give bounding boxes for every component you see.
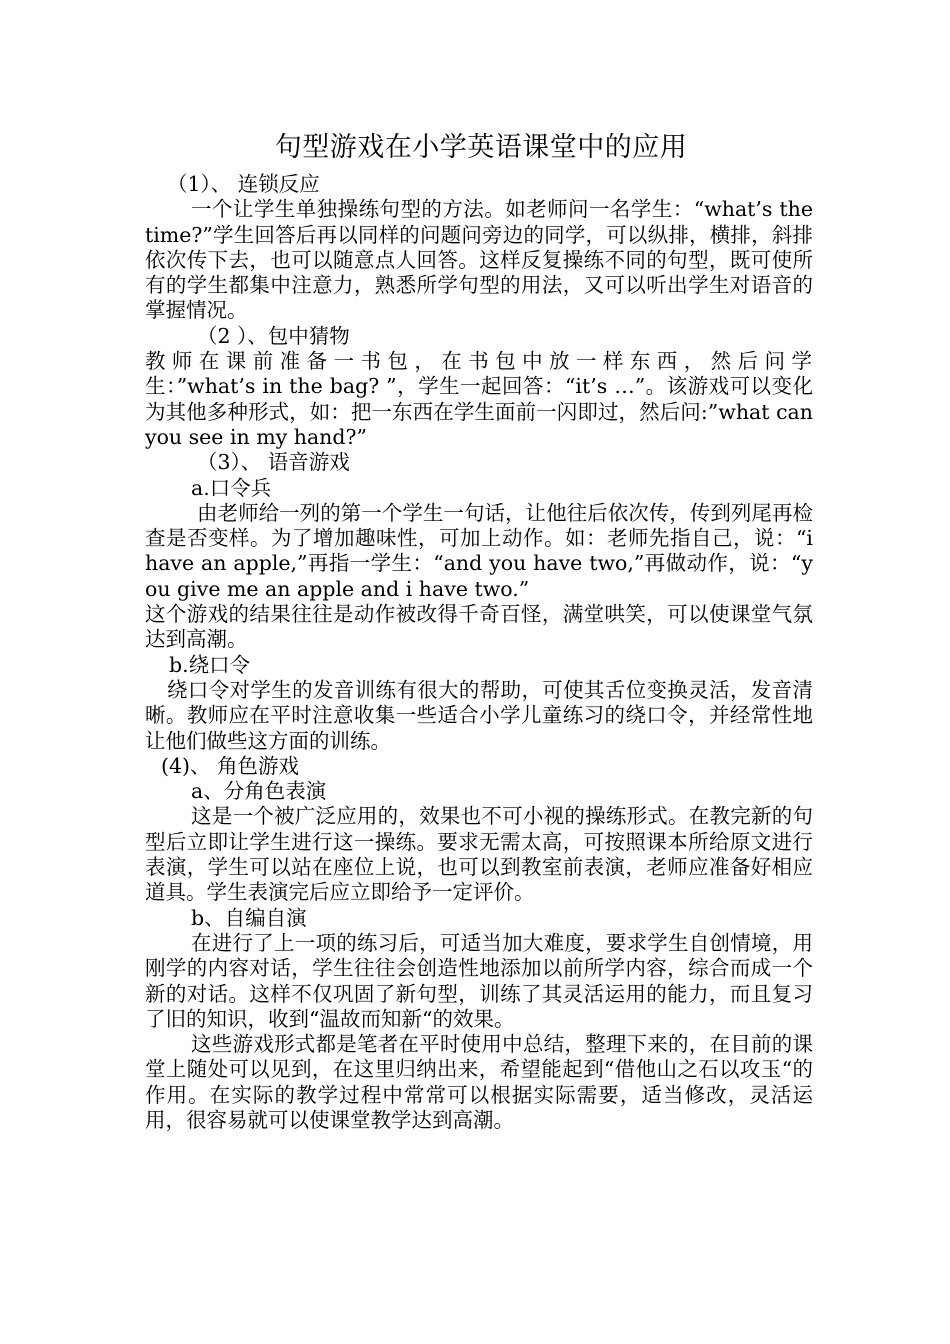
section-3a-paragraph-2: 这个游戏的结果往往是动作被改得千奇百怪，满堂哄笑，可以使课堂气氛达到高潮。 (145, 602, 813, 652)
document-title: 句型游戏在小学英语课堂中的应用 (274, 132, 688, 163)
section-1-paragraph: 一个让学生单独操练句型的方法。如老师问一名学生：“what’s the time?”学生回答后再以同样的问题问旁边的同学，可以纵排，横排，斜排依次传下去，也可以随意点人回答。这样反复操练不同的句型，既可使所有的学生都集中注意力，熟悉所学句型的用法，又可以听出学生对语音的掌握情况。 (145, 197, 813, 323)
section-4b-paragraph: 在进行了上一项的练习后，可适当加大难度，要求学生自创情境，用刚学的内容对话，学生往往会创造性地添加以前所学内容，综合而成一个新的对话。这样不仅巩固了新句型，训练了其灵活运用的能力，而且复习了旧的知识，收到“温故而知新“的效果。 (145, 930, 813, 1031)
section-2-heading: （2 ）、包中猜物 (197, 323, 350, 348)
document-page (145, 128, 813, 1133)
section-4a-paragraph: 这是一个被广泛应用的，效果也不可小视的操练形式。在教完新的句型后立即让学生进行这一操练。要求无需太高，可按照课本所给原文进行表演，学生可以站在座位上说，也可以到教室前表演，老师应准备好相应道具。学生表演完后应立即给予一定评价。 (145, 804, 813, 905)
section-2-paragraph-line1: 教师在课前准备一书包，在书包中放一样东西，然后问学 (145, 349, 813, 374)
section-4-heading: (4)、 角色游戏 (161, 753, 300, 778)
section-4a-heading: a、分角色表演 (191, 779, 327, 804)
section-3b-paragraph: 绕口令对学生的发音训练有很大的帮助，可使其舌位变换灵活，发音清晰。教师应在平时注意收集一些适合小学儿童练习的绕口令，并经常性地让他们做些这方面的训练。 (145, 677, 813, 753)
section-1-heading: （1）、 连锁反应 (167, 172, 320, 196)
section-3a-heading: a.口令兵 (191, 475, 272, 500)
conclusion-paragraph: 这些游戏形式都是笔者在平时使用中总结，整理下来的，在目前的课堂上随处可以见到，在这里归纳出来，希望能起到“借他山之石以攻玉“的作用。在实际的教学过程中常常可以根据实际需要，适当修改，灵活运用，很容易就可以使课堂教学达到高潮。 (145, 1032, 813, 1132)
section-3b-heading: b.绕口令 (169, 652, 251, 677)
section-3a-paragraph: 由老师给一列的第一个学生一句话，让他往后依次传，传到列尾再检查是否变样。为了增加趣味性，可加上动作。如：老师先指自己，说：“i have an apple,”再指一学生：“and you have two,”再做动作，说：“you give me an apple and i have two.” (145, 500, 813, 601)
section-2-paragraph: 生：”what’s in the bag? ”，学生一起回答：“it’s …”。该游戏可以变化为其他多种形式，如：把一东西在学生面前一闪即过，然后问:”what can you see in my hand?” (145, 374, 813, 449)
section-3-heading: （3）、 语音游戏 (197, 450, 350, 475)
section-4b-heading: b、自编自演 (191, 905, 307, 930)
